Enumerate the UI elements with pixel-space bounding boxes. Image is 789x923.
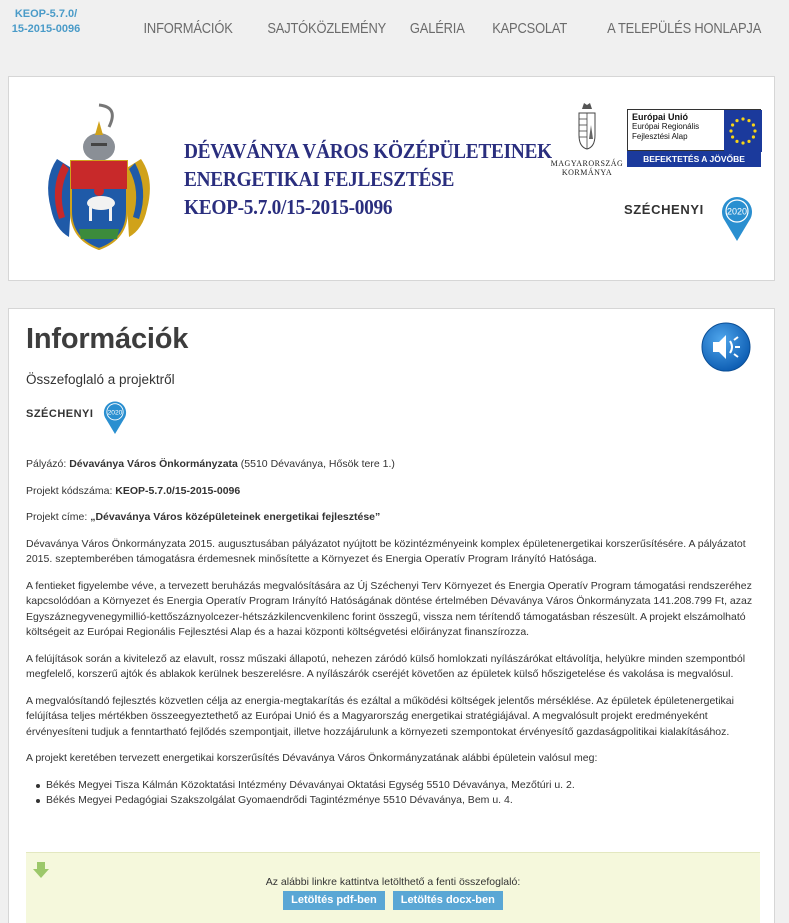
brand-line-1: KEOP-5.7.0/ bbox=[14, 8, 78, 20]
szechenyi-year: 2020 bbox=[726, 206, 748, 217]
page-subtitle: Összefoglaló a projektről bbox=[26, 372, 175, 387]
mk-line-2: KORMÁNYA bbox=[561, 168, 613, 177]
szechenyi-year-small: 2020 bbox=[107, 409, 123, 417]
eu-slogan: BEFEKTETÉS A JÖVŐBE bbox=[627, 151, 761, 167]
nav-item-sajtokozlemeny[interactable]: SAJTÓKÖZLEMÉNY bbox=[267, 20, 387, 37]
szechenyi-pin-icon-small bbox=[102, 400, 128, 434]
project-title-label: Projekt címe: bbox=[26, 511, 88, 523]
banner-title-line-1: DÉVAVÁNYA VÁROS KÖZÉPÜLETEINEK bbox=[184, 139, 552, 163]
download-buttons bbox=[26, 891, 760, 910]
banner-title-line-3: KEOP-5.7.0/15-2015-0096 bbox=[184, 195, 393, 219]
paragraph-5: A projekt keretében tervezett energetikai korszerűsítés Dévaványa Város Önkormányzatának alábbi épületein valósul meg: bbox=[26, 752, 598, 764]
applicant-name: Dévaványa Város Önkormányzata bbox=[69, 458, 238, 470]
paragraph-1: Dévaványa Város Önkormányzata 2015. augusztusában pályázatot nyújtott be közintézményeink komplex épületenergetikai korszerűsítésére. A pályázatot 2015. szeptemberében támogatásra érdemesnek minősítette a Környezet és Energia Operatív Program Irányító Hatósága. bbox=[26, 537, 746, 565]
list-item: Békés Megyei Tisza Kálmán Közoktatási Intézmény Dévaványai Oktatási Egység 5510 Dévaványa, Mezőtúri u. 2. bbox=[36, 778, 758, 794]
szechenyi-2020-logo-small bbox=[26, 400, 130, 434]
eu-line-1: Európai Unió bbox=[632, 112, 688, 122]
building-list bbox=[36, 778, 758, 809]
main-nav bbox=[114, 20, 761, 37]
hungarian-crest-icon bbox=[576, 101, 598, 151]
magyarorszag-kormanya-logo bbox=[549, 101, 625, 177]
speaker-icon[interactable] bbox=[701, 322, 751, 372]
szechenyi-word: SZÉCHENYI bbox=[624, 202, 704, 217]
paragraph-4: A megvalósítandó fejlesztés közvetlen célja az energia-megtakarítás és ezáltal a működési költségek jelentős mérséklése. Az épületek épületenergetikai felújítása teljes mértékben összeegyeztethető az Európai Unió és a Magyarország energetikai stratégiájával. A megvalósult projekt eredményeként érvényesíteni tudjuk a fenntartható fejlődés szempontjait, illetve hozzájárulunk a környezeti szempontokat érvényesítő gazdaságpolitikai kialakításához. bbox=[26, 694, 734, 738]
project-title-value: „Dévaványa Város középületeinek energetikai fejlesztése” bbox=[90, 511, 381, 523]
brand-line-2: 15-2015-0096 bbox=[11, 23, 81, 35]
nav-item-kapcsolat[interactable]: KAPCSOLAT bbox=[491, 20, 567, 37]
eu-erfa-logo bbox=[627, 109, 761, 167]
szechenyi-2020-logo bbox=[621, 195, 753, 241]
project-code-value: KEOP-5.7.0/15-2015-0096 bbox=[115, 484, 241, 497]
mk-line-1: MAGYARORSZÁG bbox=[550, 159, 624, 168]
header-banner bbox=[8, 76, 775, 281]
download-docx-button[interactable]: Letöltés docx-ben bbox=[393, 891, 503, 910]
eu-line-2: Európai Regionális bbox=[632, 122, 700, 131]
paragraph-2: A fentieket figyelembe véve, a tervezett beruházás megvalósítására az Új Széchenyi Terv Környezet és Energia Operatív Program támogatási rendszeréhez kapcsolódóan a Környezet és Energia Operatív Program Irányító Hatóságának döntése értelmében Dévaványa Város Önkormányzata 141.208.799 Ft, azaz Egyszáznegyvenegymillió-kettőszáznyolcezer-hétszázkilencvenkilenc forint összegű, vissza nem térítendő támogatásban részesült. A projekt elszámolható költségeit az Európai Regionális Fejlesztési Alap és a hazai központi költségvetési előirányzat finanszírozza. bbox=[26, 579, 753, 638]
content-card bbox=[8, 308, 775, 923]
eu-logo-box bbox=[627, 109, 761, 151]
applicant-address: (5510 Dévaványa, Hősök tere 1.) bbox=[240, 458, 395, 470]
nav-item-galeria[interactable]: GALÉRIA bbox=[410, 20, 465, 37]
project-title-line bbox=[26, 510, 758, 526]
eu-flag-icon bbox=[724, 110, 762, 152]
project-code-label: Projekt kódszáma: bbox=[26, 484, 113, 497]
szechenyi-word-small: SZÉCHENYI bbox=[26, 408, 94, 420]
eu-line-3: Fejlesztési Alap bbox=[632, 132, 688, 141]
applicant-line bbox=[26, 457, 758, 473]
download-pdf-button[interactable]: Letöltés pdf-ben bbox=[283, 891, 385, 910]
list-item: Békés Megyei Pedagógiai Szakszolgálat Gyomaendrődi Tagintézménye 5510 Dévaványa, Bem u. 4. bbox=[36, 793, 758, 809]
town-coat-of-arms-icon bbox=[43, 99, 155, 253]
download-box bbox=[26, 852, 760, 923]
nav-item-telepules-honlapja[interactable]: A TELEPÜLÉS HONLAPJA bbox=[606, 20, 761, 37]
nav-item-informaciok[interactable]: INFORMÁCIÓK bbox=[143, 20, 234, 37]
brand-logo-text[interactable] bbox=[6, 7, 86, 37]
paragraph-3: A felújítások során a kivitelező az elavult, rossz műszaki állapotú, nehezen záródó külső homlokzati nyílászárókat eltávolítja, helyükre minden szempontból megfelelő, korszerű ajtók és ablakok kerülnek beszerelésre. A nyílászárók cseréjét követően az épületek külső hőszigetelése és vakolása is megvalósul. bbox=[26, 652, 746, 680]
applicant-label: Pályázó: bbox=[26, 458, 67, 470]
banner-title bbox=[184, 137, 552, 221]
page-title: Információk bbox=[26, 323, 189, 355]
szechenyi-pin-icon bbox=[721, 195, 753, 241]
banner-title-line-2: ENERGETIKAI FEJLESZTÉSE bbox=[184, 167, 455, 191]
article-body bbox=[26, 457, 758, 809]
eu-logo-text bbox=[632, 112, 716, 142]
download-text: Az alábbi linkre kattintva letölthető a fenti összefoglaló: bbox=[265, 876, 521, 888]
project-code-line bbox=[26, 484, 758, 500]
